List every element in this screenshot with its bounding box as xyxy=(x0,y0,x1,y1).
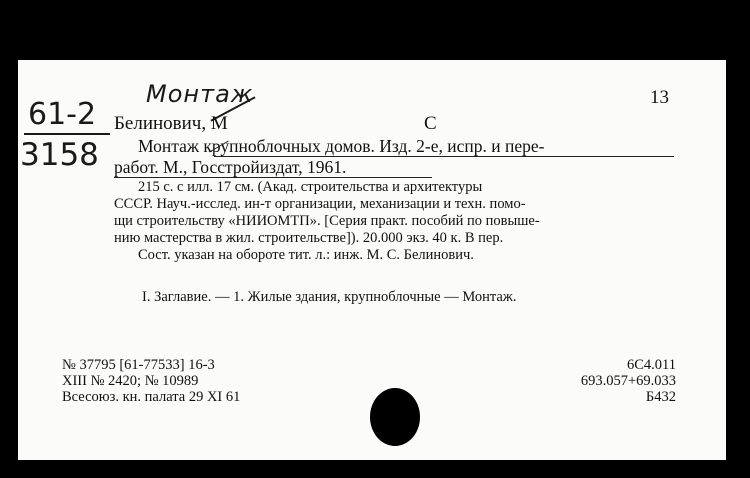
title-line: Монтаж крупноблочных домов. Изд. 2-е, испр. и пере- xyxy=(138,136,545,156)
handwritten-shelf-mark-bottom: 3158 xyxy=(20,137,99,173)
footer-left-3: Всесоюз. кн. палата 29 XI 61 xyxy=(62,389,241,405)
compiler-note: Сост. указан на обороте тит. л.: инж. М. С. Белинович. xyxy=(138,247,474,263)
footer-right-2: 693.057+69.033 xyxy=(580,373,676,389)
card-number: 13 xyxy=(650,87,669,108)
class-letter: С xyxy=(424,113,437,134)
series-line-1: СССР. Науч.-исслед. ин-т организации, механизации и техн. помо- xyxy=(114,196,526,212)
series-line-2: щи строительству «НИИОМТП». [Серия практ. пособий по повыше- xyxy=(114,213,540,229)
footer-right-3: Б432 xyxy=(645,389,676,405)
handwritten-subject-note: Монтаж xyxy=(146,80,254,108)
footer-right-1: 6С4.011 xyxy=(626,357,676,373)
author-heading: Белинович, М xyxy=(114,113,228,134)
imprint-line: работ. М., Госстройиздат, 1961. xyxy=(114,157,347,177)
collation-line: 215 с. с илл. 17 см. (Акад. строительства и архитектуры xyxy=(138,179,483,195)
card-punch-hole xyxy=(370,388,420,446)
imprint-underline xyxy=(114,177,432,178)
catalog-card xyxy=(18,60,726,460)
footer-left-2: XIII № 2420; № 10989 xyxy=(62,373,199,389)
tracings: I. Заглавие. — 1. Жилые здания, крупноблочные — Монтаж. xyxy=(142,289,517,305)
series-line-3: нию мастерства в жил. строительстве]). 20.000 экз. 40 к. В пер. xyxy=(114,230,504,246)
handwritten-shelf-mark-rule xyxy=(24,133,110,135)
handwritten-shelf-mark-top: 61-2 xyxy=(28,97,97,132)
footer-left-1: № 37795 [61-77533] 16-3 xyxy=(62,357,215,373)
